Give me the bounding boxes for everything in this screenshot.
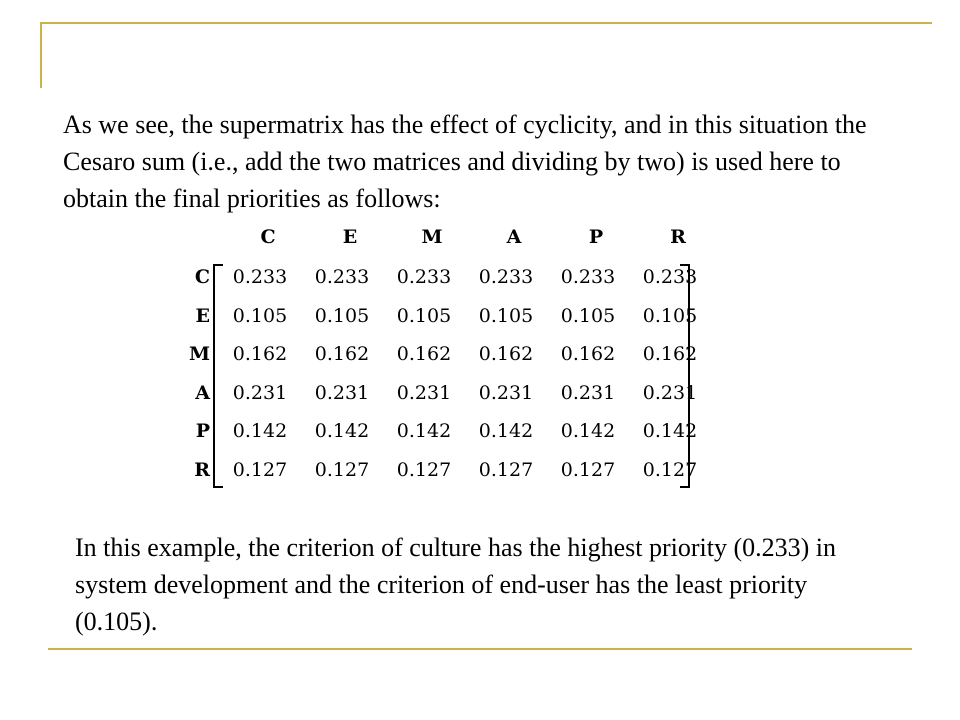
matrix-cell: 0.231 <box>314 381 370 404</box>
matrix-cell: 0.233 <box>314 266 370 288</box>
matrix-col-header: A <box>506 226 522 248</box>
matrix-col-header: E <box>342 226 358 248</box>
matrix-cell: 0.127 <box>478 458 534 481</box>
matrix-cell: 0.127 <box>232 458 288 481</box>
matrix-left-bracket <box>213 264 223 488</box>
matrix-cell: 0.162 <box>232 343 288 365</box>
matrix-cell: 0.142 <box>642 420 698 442</box>
matrix-cell: 0.127 <box>314 458 370 481</box>
matrix-col-header: P <box>588 226 604 248</box>
matrix-cell: 0.233 <box>232 266 288 288</box>
priority-matrix <box>180 224 720 494</box>
matrix-cell: 0.105 <box>478 304 534 327</box>
matrix-cell: 0.142 <box>396 420 452 442</box>
matrix-row-header: C <box>194 266 210 288</box>
matrix-cell: 0.127 <box>396 458 452 481</box>
matrix-cell: 0.142 <box>560 420 616 442</box>
matrix-cell: 0.231 <box>232 381 288 404</box>
matrix-cell: 0.162 <box>314 343 370 365</box>
matrix-row-header: E <box>195 304 210 327</box>
matrix-cell: 0.231 <box>396 381 452 404</box>
matrix-cell: 0.142 <box>232 420 288 442</box>
matrix-row-header: R <box>194 458 210 481</box>
matrix-cell: 0.233 <box>560 266 616 288</box>
matrix-row-header: P <box>195 420 210 442</box>
matrix-cell: 0.162 <box>396 343 452 365</box>
matrix-cell: 0.142 <box>478 420 534 442</box>
matrix-cell: 0.233 <box>642 266 698 288</box>
matrix-cell: 0.105 <box>642 304 698 327</box>
matrix-col-header: C <box>260 226 276 248</box>
matrix-cell: 0.105 <box>314 304 370 327</box>
left-rule <box>40 22 42 88</box>
matrix-cell: 0.105 <box>560 304 616 327</box>
matrix-cell: 0.127 <box>560 458 616 481</box>
matrix-row-header: M <box>188 343 210 365</box>
matrix-right-bracket <box>680 264 690 488</box>
matrix-col-header: R <box>670 226 686 248</box>
matrix-cell: 0.105 <box>396 304 452 327</box>
matrix-cell: 0.162 <box>478 343 534 365</box>
matrix-cell: 0.233 <box>478 266 534 288</box>
matrix-col-header: M <box>421 226 443 248</box>
matrix-cell: 0.231 <box>560 381 616 404</box>
matrix-cell: 0.233 <box>396 266 452 288</box>
bottom-rule <box>48 648 912 650</box>
conclusion-paragraph: In this example, the criterion of culture has the highest priority (0.233) in system development and the criterion of end-user has the least priority (0.105). <box>75 533 837 636</box>
matrix-row-header: A <box>195 381 210 404</box>
top-rule <box>40 22 932 24</box>
matrix-cell: 0.142 <box>314 420 370 442</box>
intro-paragraph: As we see, the supermatrix has the effect of cyclicity, and in this situation the Cesaro sum (i.e., add the two matrices and dividing by two) is used here to obtain the final priorities as follows: <box>63 110 867 213</box>
matrix-cell: 0.162 <box>642 343 698 365</box>
matrix-cell: 0.105 <box>232 304 288 327</box>
matrix-cell: 0.231 <box>478 381 534 404</box>
matrix-cell: 0.127 <box>642 458 698 481</box>
matrix-cell: 0.231 <box>642 381 698 404</box>
matrix-cell: 0.162 <box>560 343 616 365</box>
